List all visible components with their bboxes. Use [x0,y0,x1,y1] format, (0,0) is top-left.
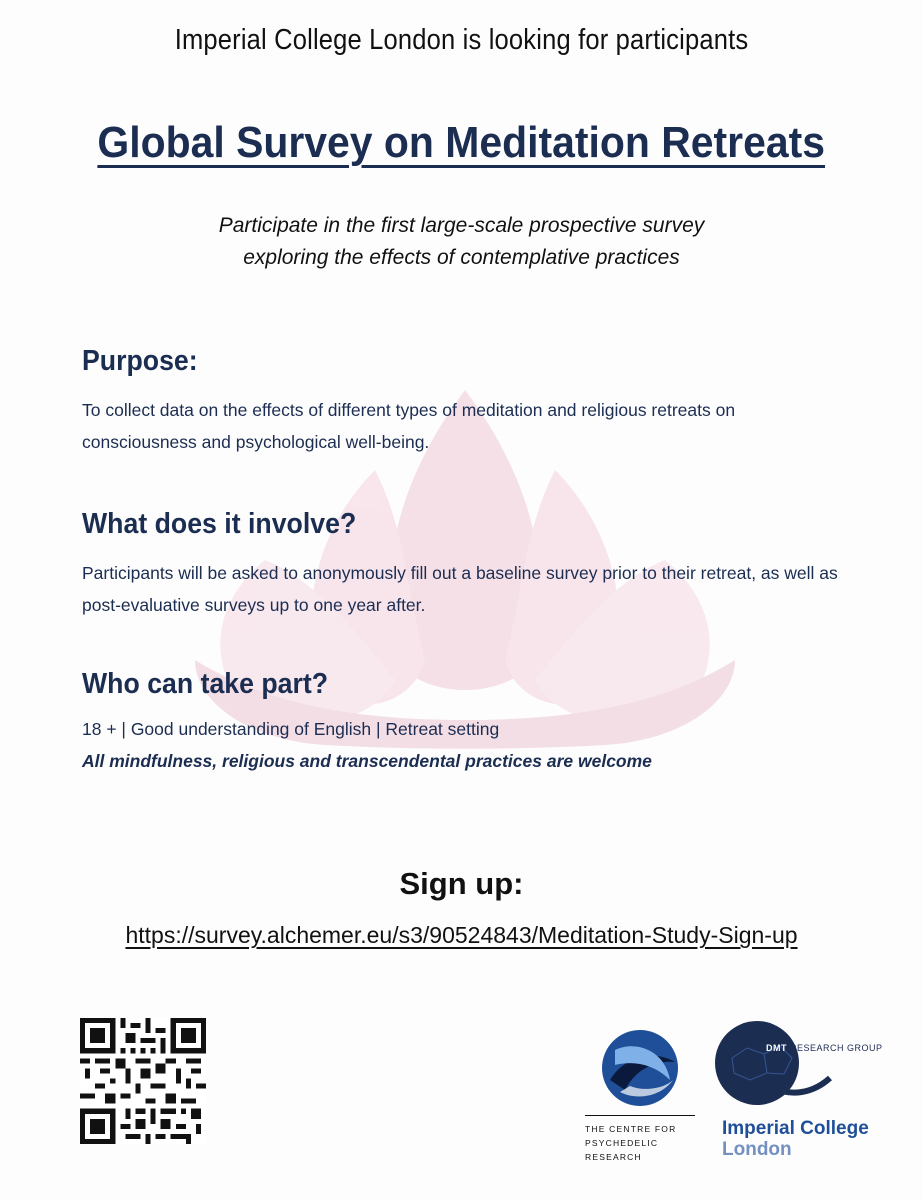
signup-link[interactable]: https://survey.alchemer.eu/s3/90524843/Meditation-Study-Sign-up [125,922,798,948]
imperial-college-logo: Imperial College London [722,1118,869,1160]
dmt-research-text: DMT RESEARCH GROUP [766,1043,883,1053]
dmt-research-group-logo [712,1018,862,1108]
involve-heading: What does it involve? [82,508,357,540]
involve-section [82,508,842,621]
eligibility-section [82,668,842,777]
recruitment-header: Imperial College London is looking for participants [174,24,749,56]
eligibility-heading: Who can take part? [82,668,329,700]
eligibility-emphasis: All mindfulness, religious and transcendental practices are welcome [82,751,652,771]
purpose-section [82,345,842,458]
purpose-body: To collect data on the effects of different types of meditation and religious retreats on consciousness and psychological well-being. [82,400,736,452]
page-title: Global Survey on Meditation Retreats [97,118,826,167]
qr-code[interactable] [80,1018,206,1144]
psychedelic-research-text: THE CENTRE FOR PSYCHEDELIC RESEARCH [585,1115,695,1164]
subtitle-line-1: Participate in the first large-scale prospective survey [218,214,705,237]
eligibility-body: 18 + | Good understanding of English | Retreat setting [82,719,500,739]
subtitle-line-2: exploring the effects of contemplative practices [243,246,680,269]
purpose-heading: Purpose: [82,345,198,377]
subtitle [0,210,923,274]
signup-label: Sign up: [399,866,524,901]
involve-body: Participants will be asked to anonymously fill out a baseline survey prior to their retreat, as well as post-evaluative surveys up to one year after. [82,563,838,615]
